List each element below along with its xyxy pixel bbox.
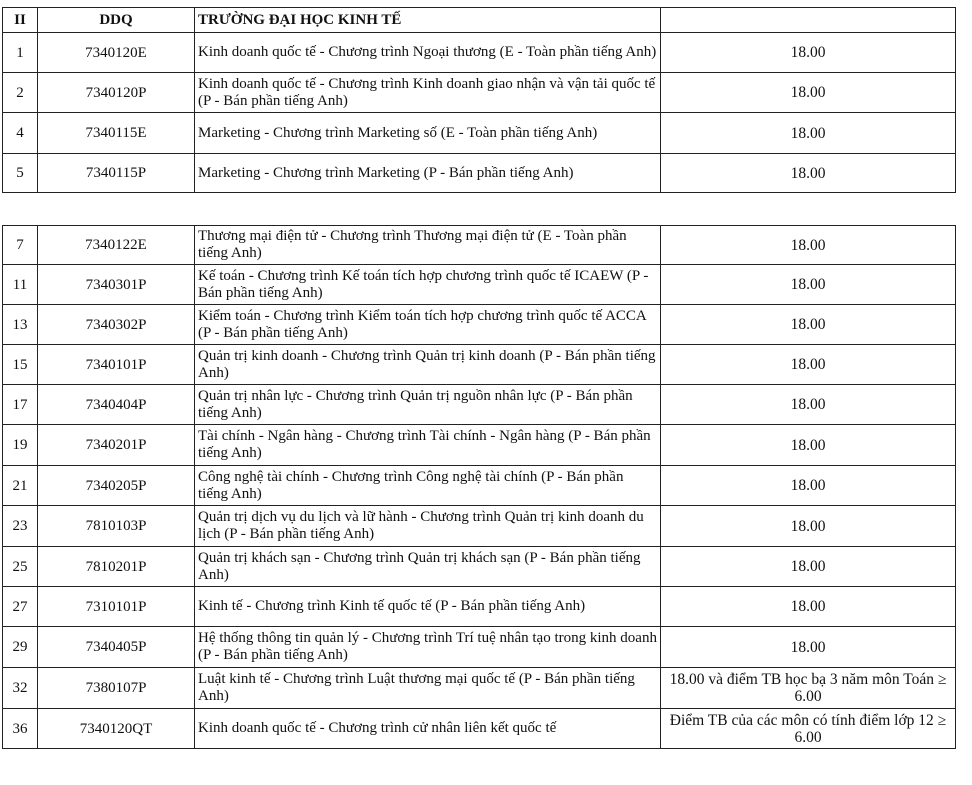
program-code: 7340120P [38,73,195,113]
row-number: 21 [3,466,38,506]
program-name: Kinh doanh quốc tế - Chương trình Kinh doanh giao nhận và vận tải quốc tế (P - Bán phần tiếng Anh) [195,73,661,113]
program-code: 7810103P [38,506,195,547]
table-row [3,668,956,709]
program-name: Công nghệ tài chính - Chương trình Công nghệ tài chính (P - Bán phần tiếng Anh) [195,466,661,506]
table-row [3,265,956,305]
program-code: 7310101P [38,587,195,627]
row-number: 19 [3,425,38,466]
admission-score: 18.00 [661,113,956,154]
program-name: Kinh tế - Chương trình Kinh tế quốc tế (P - Bán phần tiếng Anh) [195,587,661,627]
program-code: 7340101P [38,345,195,385]
program-code: 7340120QT [38,709,195,749]
row-number: 36 [3,709,38,749]
row-number: 15 [3,345,38,385]
program-code: 7340120E [38,33,195,73]
admission-score: Điểm TB của các môn có tính điểm lớp 12 ≥ 6.00 [661,709,956,749]
program-code: 7340404P [38,385,195,425]
page-top-edge [0,0,972,7]
program-name: Marketing - Chương trình Marketing số (E - Toàn phần tiếng Anh) [195,113,661,154]
program-name: Quản trị khách sạn - Chương trình Quản trị khách sạn (P - Bán phần tiếng Anh) [195,547,661,587]
row-number: 2 [3,73,38,113]
table-row [3,73,956,113]
table-row [3,345,956,385]
admission-score: 18.00 [661,33,956,73]
program-name: Marketing - Chương trình Marketing (P - Bán phần tiếng Anh) [195,154,661,193]
program-code: 7380107P [38,668,195,709]
table-row [3,113,956,154]
program-code: 7810201P [38,547,195,587]
program-code: 7340115P [38,154,195,193]
program-name: Hệ thống thông tin quản lý - Chương trình Trí tuệ nhân tạo trong kinh doanh (P - Bán phần tiếng Anh) [195,627,661,668]
admission-score: 18.00 [661,587,956,627]
table-row [3,154,956,193]
row-number: 32 [3,668,38,709]
admission-score: 18.00 [661,226,956,265]
table-row [3,466,956,506]
admission-score: 18.00 [661,385,956,425]
row-number: 17 [3,385,38,425]
table-row [3,627,956,668]
program-name: Quản trị dịch vụ du lịch và lữ hành - Chương trình Quản trị kinh doanh du lịch (P - Bán phần tiếng Anh) [195,506,661,547]
program-name: Kinh doanh quốc tế - Chương trình cử nhân liên kết quốc tế [195,709,661,749]
program-name: Kế toán - Chương trình Kế toán tích hợp chương trình quốc tế ICAEW (P - Bán phần tiếng Anh) [195,265,661,305]
admission-score: 18.00 [661,154,956,193]
program-code: 7340122E [38,226,195,265]
admission-score: 18.00 và điểm TB học bạ 3 năm môn Toán ≥ 6.00 [661,668,956,709]
program-code: 7340205P [38,466,195,506]
section-header-row [3,8,956,33]
table-row [3,33,956,73]
admission-score: 18.00 [661,73,956,113]
table-row [3,587,956,627]
program-name: Quản trị kinh doanh - Chương trình Quản trị kinh doanh (P - Bán phần tiếng Anh) [195,345,661,385]
admission-score: 18.00 [661,506,956,547]
section-number: II [3,8,38,33]
table-row [3,425,956,466]
program-name: Kiểm toán - Chương trình Kiểm toán tích hợp chương trình quốc tế ACCA (P - Bán phần tiếng Anh) [195,305,661,345]
row-number: 13 [3,305,38,345]
admission-score: 18.00 [661,466,956,506]
program-code: 7340405P [38,627,195,668]
table-row [3,226,956,265]
row-number: 11 [3,265,38,305]
admission-score: 18.00 [661,305,956,345]
school-code: DDQ [38,8,195,33]
row-number: 1 [3,33,38,73]
program-code: 7340115E [38,113,195,154]
program-name: Thương mại điện tử - Chương trình Thương mại điện tử (E - Toàn phần tiếng Anh) [195,226,661,265]
row-number: 27 [3,587,38,627]
admission-score: 18.00 [661,547,956,587]
table-row [3,305,956,345]
admission-score: 18.00 [661,627,956,668]
admission-score: 18.00 [661,265,956,305]
row-number: 5 [3,154,38,193]
row-number: 4 [3,113,38,154]
program-name: Luật kinh tế - Chương trình Luật thương mại quốc tế (P - Bán phần tiếng Anh) [195,668,661,709]
row-number: 29 [3,627,38,668]
row-number: 25 [3,547,38,587]
admission-score: 18.00 [661,425,956,466]
program-name: Tài chính - Ngân hàng - Chương trình Tài chính - Ngân hàng (P - Bán phần tiếng Anh) [195,425,661,466]
admission-table-part-1 [2,0,956,193]
program-code: 7340302P [38,305,195,345]
program-code: 7340201P [38,425,195,466]
admission-table-part-2 [2,225,956,749]
section-header-score [661,8,956,33]
table-row [3,547,956,587]
table-row [3,709,956,749]
program-name: Kinh doanh quốc tế - Chương trình Ngoại thương (E - Toàn phần tiếng Anh) [195,33,661,73]
table-row [3,506,956,547]
row-number: 23 [3,506,38,547]
program-code: 7340301P [38,265,195,305]
program-name: Quản trị nhân lực - Chương trình Quản trị nguồn nhân lực (P - Bán phần tiếng Anh) [195,385,661,425]
row-number: 7 [3,226,38,265]
table-row [3,385,956,425]
school-name: TRƯỜNG ĐẠI HỌC KINH TẾ [195,8,661,33]
admission-score: 18.00 [661,345,956,385]
